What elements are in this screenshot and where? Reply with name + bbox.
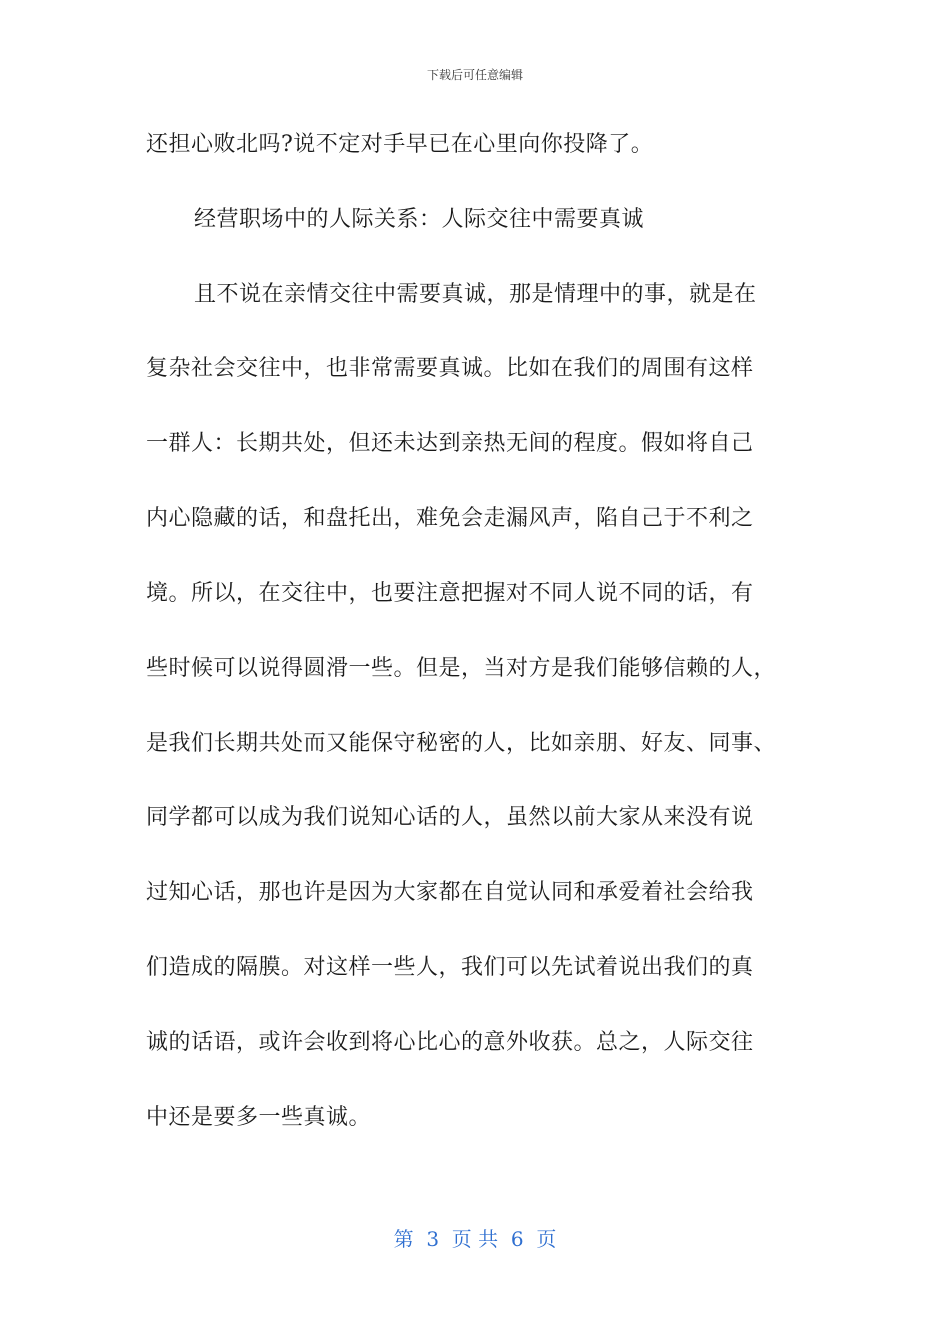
paragraph-line: 一群人：长期共处，但还未达到亲热无间的程度。假如将自己: [146, 431, 754, 456]
paragraph-line: 还担心败北吗?说不定对手早已在心里向你投降了。: [146, 132, 654, 157]
page-number-footer: 第 3 页 共 6 页: [393, 1227, 557, 1251]
paragraph-line: 过知心话，那也许是因为大家都在自觉认同和承爱着社会给我: [146, 880, 754, 905]
paragraph-line: 同学都可以成为我们说知心话的人，虽然以前大家从来没有说: [146, 805, 754, 830]
paragraph-line: 诚的话语，或许会收到将心比心的意外收获。总之，人际交往: [146, 1030, 754, 1055]
paragraph-line: 些时候可以说得圆滑一些。但是，当对方是我们能够信赖的人，: [146, 656, 777, 681]
paragraph-line: 们造成的隔膜。对这样一些人，我们可以先试着说出我们的真: [146, 955, 754, 980]
paragraph-line: 境。所以，在交往中，也要注意把握对不同人说不同的话，有: [146, 581, 754, 606]
paragraph-line: 复杂社会交往中，也非常需要真诚。比如在我们的周围有这样: [146, 356, 754, 381]
paragraph-line: 内心隐藏的话，和盘托出，难免会走漏风声，陷自己于不利之: [146, 506, 754, 531]
paragraph-line: 是我们长期共处而又能保守秘密的人，比如亲朋、好友、同事、: [146, 731, 777, 756]
paragraph-line: 且不说在亲情交往中需要真诚，那是情理中的事，就是在: [194, 282, 757, 307]
page-header: 下载后可任意编辑: [426, 68, 523, 82]
paragraph-line: 中还是要多一些真诚。: [146, 1105, 372, 1130]
section-heading: 经营职场中的人际关系：人际交往中需要真诚: [194, 207, 645, 232]
